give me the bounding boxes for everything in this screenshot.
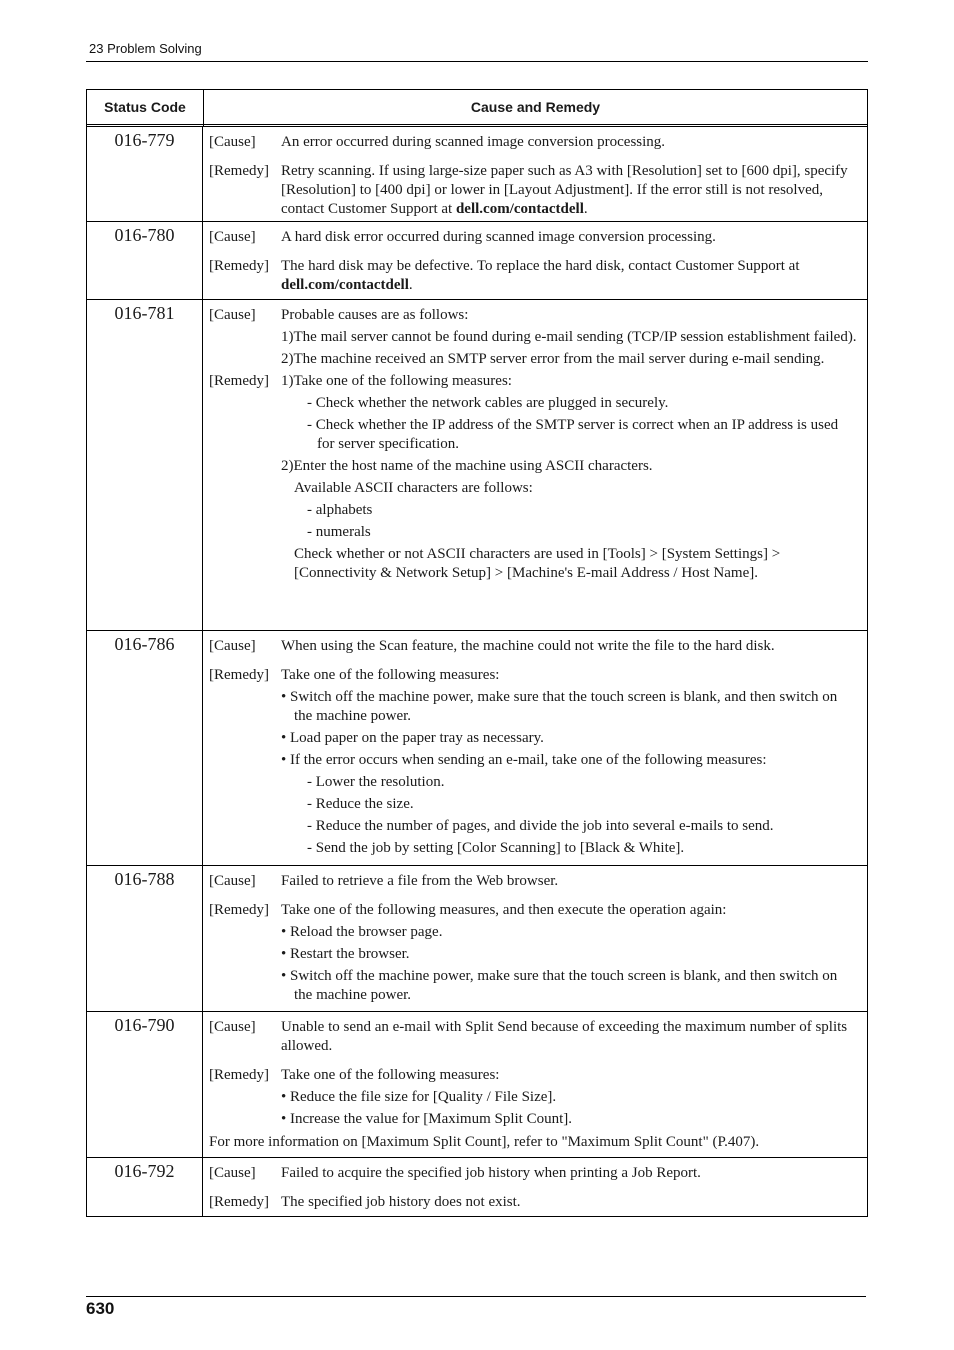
remedy-entry xyxy=(209,901,859,1005)
status-code-column-header: Status Code xyxy=(87,90,204,124)
table-row xyxy=(86,631,868,866)
status-code: 016-786 xyxy=(87,631,203,865)
remedy-subitem: - Send the job by setting [Color Scanning] to [Black & White]. xyxy=(307,840,685,856)
remedy-text xyxy=(281,162,859,219)
table-header xyxy=(86,89,868,124)
table-row xyxy=(86,127,868,222)
cause-entry xyxy=(209,306,859,369)
cause-remedy-cell xyxy=(203,127,867,221)
cause-text: Unable to send an e-mail with Split Send because of exceeding the maximum number of splits allowed. xyxy=(281,1019,848,1054)
remedy-entry xyxy=(209,1193,859,1212)
cause-text: Failed to retrieve a file from the Web browser. xyxy=(281,873,559,889)
remedy-label: [Remedy] xyxy=(209,163,269,179)
remedy-bullet: • Load paper on the paper tray as necessary. xyxy=(281,730,544,746)
remedy-subitem: - Check whether the IP address of the SMTP server is correct when an IP address is used for server specification. xyxy=(307,417,839,452)
remedy-bullet: • If the error occurs when sending an e-mail, take one of the following measures: xyxy=(281,752,767,768)
remedy-subitem: - Check whether the network cables are plugged in securely. xyxy=(307,395,669,411)
remedy-text xyxy=(281,1066,859,1129)
cause-item: 1)The mail server cannot be found during e-mail sending (TCP/IP session establishment failed). xyxy=(281,329,857,345)
remedy-step: 2)Enter the host name of the machine using ASCII characters. xyxy=(281,458,653,474)
page-number: 630 xyxy=(86,1299,115,1318)
cause-label: [Cause] xyxy=(209,1165,256,1181)
remedy-text xyxy=(281,901,859,1005)
cause-label: [Cause] xyxy=(209,307,256,323)
remedy-entry xyxy=(209,1066,859,1129)
remedy-entry xyxy=(209,162,859,219)
cause-label: [Cause] xyxy=(209,134,256,150)
cause-entry xyxy=(209,133,859,152)
remedy-subitem: - Lower the resolution. xyxy=(307,774,445,790)
remedy-bullet: • Increase the value for [Maximum Split Count]. xyxy=(281,1111,573,1127)
status-code-table xyxy=(86,89,868,1217)
support-link[interactable]: dell.com/contactdell xyxy=(455,201,584,217)
remedy-text xyxy=(281,666,859,858)
footer-rule xyxy=(86,1296,866,1297)
cause-remedy-cell xyxy=(203,300,867,630)
cause-label: [Cause] xyxy=(209,873,256,889)
remedy-intro: Take one of the following measures: xyxy=(281,667,500,683)
status-code: 016-788 xyxy=(87,866,203,1011)
cause-entry xyxy=(209,1164,859,1183)
remedy-label: [Remedy] xyxy=(209,373,269,389)
remedy-entry xyxy=(209,666,859,858)
remedy-bullet: • Restart the browser. xyxy=(281,946,410,962)
section-title: 23 Problem Solving xyxy=(89,41,202,56)
cause-entry xyxy=(209,872,859,891)
cause-text: An error occurred during scanned image conversion processing. xyxy=(281,134,666,150)
remedy-step: 1)Take one of the following measures: xyxy=(281,373,512,389)
remedy-label: [Remedy] xyxy=(209,258,269,274)
cause-label: [Cause] xyxy=(209,229,256,245)
remedy-text-main: The hard disk may be defective. To replace the hard disk, contact Customer Support at xyxy=(281,258,800,274)
remedy-bullet: • Reload the browser page. xyxy=(281,924,443,940)
remedy-note: Check whether or not ASCII characters are used in [Tools] > [System Settings] > [Connectivity & Network Setup] > [Machine's E-mail Address / Host Name]. xyxy=(294,546,781,581)
header-rule xyxy=(86,61,868,62)
status-code: 016-781 xyxy=(87,300,203,630)
cause-entry xyxy=(209,228,859,247)
cause-entry xyxy=(209,1018,859,1056)
cause-text xyxy=(281,306,859,369)
table-row xyxy=(86,300,868,631)
remedy-entry xyxy=(209,372,859,583)
cause-remedy-cell xyxy=(203,631,867,865)
remedy-intro: Take one of the following measures, and then execute the operation again: xyxy=(281,902,727,918)
remedy-subitem: - numerals xyxy=(307,524,371,540)
cause-remedy-cell xyxy=(203,866,867,1011)
support-link[interactable]: dell.com/contactdell xyxy=(281,277,409,293)
remedy-text xyxy=(281,372,859,583)
cause-remedy-cell xyxy=(203,222,867,299)
table-row xyxy=(86,1012,868,1158)
remedy-intro: Take one of the following measures: xyxy=(281,1067,500,1083)
cause-label: [Cause] xyxy=(209,1019,256,1035)
remedy-text-end: . xyxy=(583,201,588,217)
remedy-bullet: • Switch off the machine power, make sure that the touch screen is blank, and then switch on the machine power. xyxy=(281,689,838,724)
cause-text: Failed to acquire the specified job history when printing a Job Report. xyxy=(281,1165,701,1181)
cause-text: A hard disk error occurred during scanned image conversion processing. xyxy=(281,229,716,245)
remedy-label: [Remedy] xyxy=(209,667,269,683)
remedy-subitem: - Reduce the size. xyxy=(307,796,414,812)
table-row xyxy=(86,1158,868,1217)
cause-remedy-column-header: Cause and Remedy xyxy=(470,99,601,115)
remedy-text-main: Retry scanning. If using large-size paper such as A3 with [Resolution] set to [600 dpi], specify [Resolution] to [400 dpi] or lower in [Layout Adjustment]. If the error still is not resolved, contact Customer Support at xyxy=(281,163,848,217)
table-row xyxy=(86,866,868,1012)
cause-remedy-cell xyxy=(203,1158,867,1216)
table-row xyxy=(86,222,868,300)
status-code: 016-792 xyxy=(87,1158,203,1216)
reference-note: For more information on [Maximum Split Count], refer to "Maximum Split Count" (P.407). xyxy=(209,1134,760,1150)
status-code: 016-780 xyxy=(87,222,203,299)
remedy-note: Available ASCII characters are follows: xyxy=(294,480,533,496)
remedy-text xyxy=(281,257,859,295)
remedy-bullet: • Reduce the file size for [Quality / File Size]. xyxy=(281,1089,557,1105)
cause-text: When using the Scan feature, the machine could not write the file to the hard disk. xyxy=(281,638,775,654)
remedy-label: [Remedy] xyxy=(209,1194,269,1210)
remedy-subitem: - Reduce the number of pages, and divide the job into several e-mails to send. xyxy=(307,818,774,834)
cause-remedy-cell xyxy=(203,1012,867,1157)
cause-item: 2)The machine received an SMTP server error from the mail server during e-mail sending. xyxy=(281,351,825,367)
remedy-label: [Remedy] xyxy=(209,1067,269,1083)
cause-entry xyxy=(209,637,859,656)
remedy-bullet: • Switch off the machine power, make sure that the touch screen is blank, and then switch on the machine power. xyxy=(281,968,838,1003)
remedy-text-end: . xyxy=(408,277,413,293)
status-code: 016-779 xyxy=(87,127,203,221)
remedy-subitem: - alphabets xyxy=(307,502,373,518)
status-code: 016-790 xyxy=(87,1012,203,1157)
cause-label: [Cause] xyxy=(209,638,256,654)
remedy-label: [Remedy] xyxy=(209,902,269,918)
cause-intro: Probable causes are as follows: xyxy=(281,307,469,323)
remedy-text: The specified job history does not exist. xyxy=(281,1194,521,1210)
remedy-entry xyxy=(209,257,859,295)
